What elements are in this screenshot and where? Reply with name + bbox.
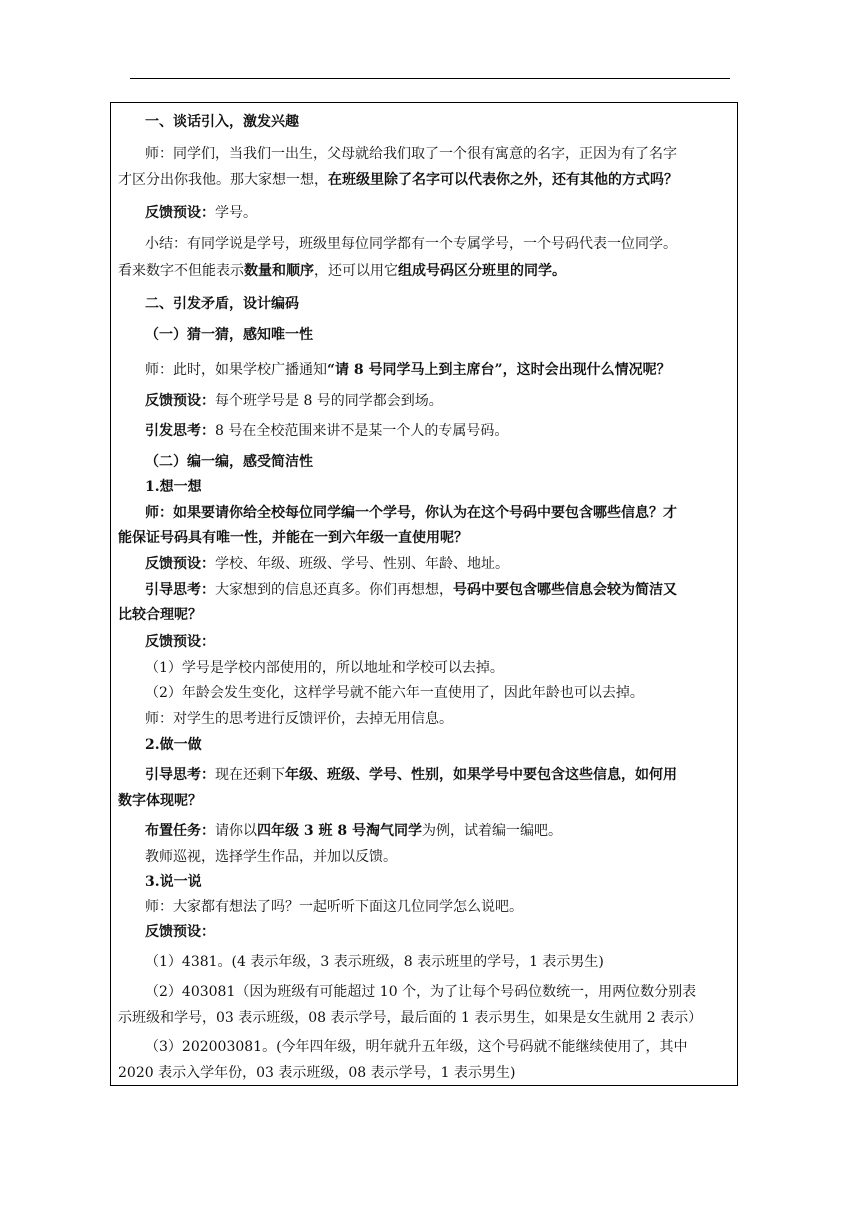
bold-text: 引发思考： xyxy=(145,423,215,439)
text-line xyxy=(145,737,202,753)
text-run: 学校、年级、班级、学号、性别、年龄、地址。 xyxy=(215,556,509,572)
bold-text: 反馈预设： xyxy=(145,634,215,650)
text-run: 学号。 xyxy=(215,205,257,221)
bold-text: （一）猜一猜，感知唯一性 xyxy=(145,327,313,343)
text-line xyxy=(145,327,313,343)
text-run: 师：同学们，当我们一出生，父母就给我们取了一个很有寓意的名字，正因为有了名字 xyxy=(145,146,677,162)
text-line xyxy=(145,296,299,312)
bold-text: 比较合理呢？ xyxy=(118,607,202,623)
text-run: （1）学号是学校内部使用的，所以地址和学校可以去掉。 xyxy=(145,660,504,676)
text-line xyxy=(118,607,202,623)
text-run: 为例，试着编一编吧。 xyxy=(421,823,562,839)
text-run: 请你以 xyxy=(215,823,257,839)
text-line xyxy=(145,505,677,521)
text-run: 2020 表示入学年份，03 表示班级，08 表示学号，1 表示男生) xyxy=(118,1065,516,1081)
text-line xyxy=(145,984,696,1000)
bold-text: 引导思考： xyxy=(145,767,215,783)
bold-text: 反馈预设： xyxy=(145,924,215,940)
text-line xyxy=(145,874,202,890)
text-line xyxy=(118,172,678,188)
text-line xyxy=(145,423,508,439)
text-line xyxy=(145,556,509,572)
text-run: 每个班学号是 8 号的同学都会到场。 xyxy=(215,393,443,409)
bold-text: 组成号码区分班里的同学。 xyxy=(398,263,566,279)
text-run: 示班级和学号，03 表示班级，08 表示学号，最后面的 1 表示男生，如果是女生就用 2 表示） xyxy=(118,1010,703,1026)
bold-text: 一、谈话引入，激发兴趣 xyxy=(145,114,299,130)
bold-text: （二）编一编，感受简洁性 xyxy=(145,454,313,470)
text-run: 师：此时，如果学校广播通知 xyxy=(145,362,327,378)
text-line xyxy=(145,146,677,162)
bold-text: 1.想一想 xyxy=(145,479,202,495)
text-line xyxy=(145,899,523,915)
text-line xyxy=(145,634,215,650)
text-run: 小结：有同学说是学号，班级里每位同学都有一个专属学号，一个号码代表一位同学。 xyxy=(145,236,677,252)
bold-text: 四年级 3 班 8 号淘气同学 xyxy=(257,823,422,839)
bold-text: 年级、班级、学号、性别，如果学号中要包含这些信息，如何用 xyxy=(285,767,677,783)
bold-text: 引导思考： xyxy=(145,582,215,598)
text-line xyxy=(118,530,468,546)
bold-text: 3.说一说 xyxy=(145,874,202,890)
text-run: （2）年龄会发生变化，这样学号就不能六年一直使用了，因此年龄也可以去掉。 xyxy=(145,685,644,701)
bold-text: 二、引发矛盾，设计编码 xyxy=(145,296,299,312)
text-line xyxy=(145,362,671,378)
text-run: 现在还剩下 xyxy=(215,767,285,783)
text-run: ，还可以用它 xyxy=(314,263,398,279)
header-rule xyxy=(130,78,730,79)
text-run: （1）4381。(4 表示年级，3 表示班级，8 表示班里的学号，1 表示男生) xyxy=(145,954,604,970)
text-line xyxy=(145,454,313,470)
text-line xyxy=(145,954,604,970)
text-line xyxy=(145,114,299,130)
text-line xyxy=(145,711,453,727)
text-run: （2）403081（因为班级有可能超过 10 个，为了让每个号码位数统一，用两位数分别表 xyxy=(145,984,697,1000)
bold-text: 号码中要包含哪些信息会较为简洁又 xyxy=(453,582,677,598)
bold-text: 反馈预设： xyxy=(145,205,215,221)
bold-text: “请 8 号同学马上到主席台”，这时会出现什么情况呢？ xyxy=(327,362,671,378)
text-line xyxy=(145,849,397,865)
text-run: 8 号在全校范围来讲不是某一个人的专属号码。 xyxy=(215,423,509,439)
text-line xyxy=(118,263,566,279)
bold-text: 能保证号码具有唯一性，并能在一到六年级一直使用呢？ xyxy=(118,530,468,546)
text-run: 大家想到的信息还真多。你们再想想， xyxy=(215,582,453,598)
text-line xyxy=(145,393,443,409)
text-line xyxy=(145,236,677,252)
bold-text: 数量和顺序 xyxy=(244,263,314,279)
text-run: 看来数字不但能表示 xyxy=(118,263,244,279)
text-line xyxy=(145,479,202,495)
text-line xyxy=(145,823,562,839)
text-run: （3）202003081。(今年四年级，明年就升五年级，这个号码就不能继续使用了，其中 xyxy=(145,1039,688,1055)
text-line xyxy=(145,582,677,598)
bold-text: 2.做一做 xyxy=(145,737,202,753)
text-line xyxy=(145,205,257,221)
text-run: 教师巡视，选择学生作品，并加以反馈。 xyxy=(145,849,397,865)
text-line xyxy=(118,793,202,809)
text-line xyxy=(145,1039,688,1055)
text-line xyxy=(118,1065,515,1081)
text-line xyxy=(145,660,504,676)
bold-text: 反馈预设： xyxy=(145,556,215,572)
text-run: 才区分出你我他。那大家想一想， xyxy=(118,172,328,188)
bold-text: 师：如果要请你给全校每位同学编一个学号，你认为在这个号码中要包含哪些信息？才 xyxy=(145,505,677,521)
text-line xyxy=(145,924,215,940)
bold-text: 反馈预设： xyxy=(145,393,215,409)
bold-text: 布置任务： xyxy=(145,823,215,839)
bold-text: 数字体现呢？ xyxy=(118,793,202,809)
text-run: 师：对学生的思考进行反馈评价，去掉无用信息。 xyxy=(145,711,453,727)
text-line xyxy=(145,685,644,701)
text-line xyxy=(118,1010,702,1026)
bold-text: 在班级里除了名字可以代表你之外，还有其他的方式吗？ xyxy=(328,172,678,188)
text-run: 师：大家都有想法了吗？一起听听下面这几位同学怎么说吧。 xyxy=(145,899,523,915)
text-line xyxy=(145,767,677,783)
